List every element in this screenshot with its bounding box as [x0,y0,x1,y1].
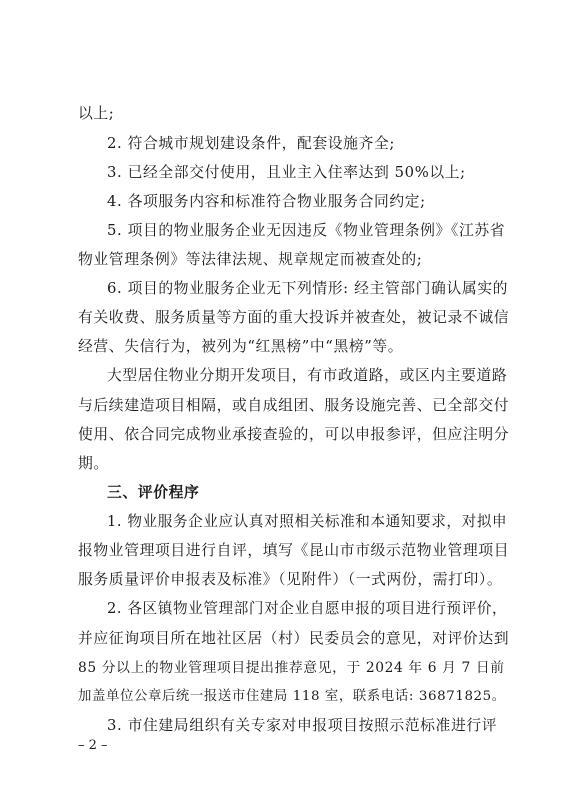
text-line: 并应征询项目所在地社区居（村）民委员会的意见，对评价达到 [78,630,510,647]
text-line: 3. 市住建局组织有关专家对申报项目按照示范标准进行评 [107,717,498,734]
text-line: 使用、依合同完成物业承接查验的，可以申报参评，但应注明分 [78,426,510,443]
text-line: 加盖单位公章后统一报送市住建局 118 室，联系电话: 36871825。 [78,689,506,704]
section-heading: 三、评价程序 [107,484,200,501]
text-line: 服务质量评价申报表及标准》（见附件）（一式两份，需打印）。 [78,571,503,588]
text-line: 2. 各区镇物业管理部门对企业自愿申报的项目进行预评价， [107,600,508,617]
text-line: 85 分以上的物业管理项目提出推荐意见，于 2024 年 6 月 7 日前 [78,660,505,676]
text-line: 2. 符合城市规划建设条件，配套设施齐全; [107,135,395,152]
text-line: 有关收费、服务质量等方面的重大投诉并被查处，被记录不诚信 [78,309,510,326]
text-line: 1. 物业服务企业应认真对照相关标准和本通知要求，对拟申 [107,513,508,530]
text-line: 与后续建造项目相隔，或自成组团、服务设施完善、已全部交付 [78,397,510,414]
text-line: 6. 项目的物业服务企业无下列情形: 经主管部门确认属实的 [107,280,509,297]
text-line: 5. 项目的物业服务企业无因违反《物业管理条例》《江苏省 [107,222,506,239]
text-line: 期。 [78,455,109,472]
text-line: 4. 各项服务内容和标准符合物业服务合同约定; [107,193,426,210]
text-line: 以上; [78,105,115,122]
text-line: 报物业管理项目进行自评，填写《昆山市市级示范物业管理项目 [78,542,510,559]
text-line: 大型居住物业分期开发项目，有市政道路，或区内主要道路 [107,367,508,384]
text-line: 经营、失信行为，被列为“红黑榜”中“黑榜”等。 [78,338,404,355]
text-line: 3. 已经全部交付使用，且业主入住率达到 50%以上; [107,164,466,181]
text-line: 物业管理条例》等法律法规、规章规定而被查处的; [78,251,423,268]
page-number: – 2 – [78,738,108,753]
